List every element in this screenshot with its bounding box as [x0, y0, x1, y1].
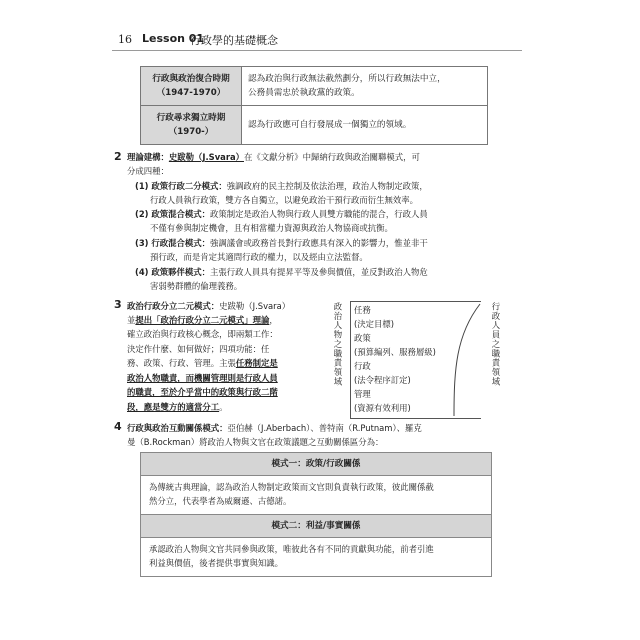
period-description: 認為政治與行政無法截然劃分，所以行政無法中立， 公務員需忠於執政黨的政策。 — [242, 67, 488, 106]
section-3-line: 的職責，至於介乎當中的政策與行政二階 — [127, 387, 278, 397]
list-item-cont: 行政人員執行政策，雙方各自獨立，以避免政治干預行政而衍生無效率。 — [150, 195, 418, 205]
table-row — [141, 106, 488, 145]
list-item: (1) 政策行政二分模式：強調政府的民主控制及依法治理，政治人物制定政策， — [135, 181, 428, 191]
section-4-intro-cont: 曼（B.Rockman）將政治人物與文官在政策議題之互動關係區分為： — [127, 437, 384, 447]
diagram-item: (決定目標) — [354, 319, 395, 329]
model-heading: 模式二：利益/事實關係 — [140, 515, 492, 538]
section-3-line: 確立政治與行政核心概念，即兩類工作： — [127, 329, 278, 339]
list-item: (3) 行政混合模式：強調議會或政務首長對行政應具有深入的影響力，惟並非干 — [135, 238, 428, 248]
header-rule — [112, 50, 522, 51]
section-3-line: 政治人物職責，而機關管理則是行政人員 — [127, 373, 278, 383]
chapter-title: 行政學的基礎概念 — [190, 34, 278, 47]
model-table — [140, 452, 492, 577]
table-row — [141, 67, 488, 106]
politician-domain-label: 政治人物之職責領域 — [333, 302, 343, 387]
period-description: 認為行政應可自行發展成一個獨立的領域。 — [242, 106, 488, 145]
diagram-item: (資源有效利用) — [354, 403, 411, 413]
list-item-cont: 害弱勢群體的倫理義務。 — [150, 281, 243, 291]
section-2-intro: 理論建構：史跋勒（J.Svara）在《文獻分析》中歸納行政與政治關聯模式，可 — [127, 152, 420, 162]
model-description: 為傳統古典理論，認為政治人物制定政策而文官則負責執行政策，彼此關係截 然分立，代表學者為威爾遜、古德諾。 — [140, 476, 492, 515]
diagram-item: 政策 — [354, 333, 371, 343]
section-4-intro: 行政與政治互動關係模式：亞伯赫（J.Aberbach）、普特南（R.Putnam）、羅克 — [127, 423, 422, 433]
section-number: 3 — [114, 298, 122, 311]
section-3-intro: 政治行政分立二元模式：史跋勒（J.Svara） — [127, 301, 291, 311]
list-item-cont: 預行政，而是肯定其適問行政的權力，以及經由立法監督。 — [150, 252, 368, 262]
diagram-item: (法令程序訂定) — [354, 375, 411, 385]
diagram-item: 行政 — [354, 361, 371, 371]
section-3-line: 決定作什麼、如何做好；四項功能：任 — [127, 344, 270, 354]
diagram-item: 任務 — [354, 305, 371, 315]
diagram-item: (預算編列、服務層級) — [354, 347, 436, 357]
section-3-line: 務、政策、行政、管理。主張任務制定是 — [127, 358, 278, 368]
page-number: 16 — [118, 33, 132, 46]
section-3-line: 並提出「政治行政分立二元模式」理論， — [127, 315, 278, 325]
model-description: 承認政治人物與文官共同參與政策，唯彼此各有不同的貢獻與功能，前者引進 利益與價值，後者提供事實與知識。 — [140, 538, 492, 577]
list-item: (2) 政策混合模式：政策制定是政治人物與行政人員雙方職能的混合，行政人員 — [135, 209, 428, 219]
period-label: 行政與政治復合時期 （1947-1970） — [141, 67, 242, 106]
administrator-domain-label: 行政人員之職責領域 — [491, 302, 501, 387]
section-3-line: 段，應是雙方的適當分工。 — [127, 402, 228, 412]
period-label: 行政尋求獨立時期 （1970-） — [141, 106, 242, 145]
list-item-cont: 不僅有參與制定機會，且有相當權力資源與政治人物協商或抗衡。 — [150, 223, 393, 233]
section-number: 4 — [114, 420, 122, 433]
model-heading: 模式一：政策/行政關係 — [140, 452, 492, 476]
section-2-intro-cont: 分成四種： — [127, 166, 169, 176]
list-item: (4) 政策夥伴模式：主張行政人員具有提昇平等及參與價值，並反對政治人物危 — [135, 267, 428, 277]
responsibility-diagram — [330, 300, 510, 418]
diagram-item: 管理 — [354, 389, 371, 399]
section-number: 2 — [114, 150, 122, 163]
period-table — [140, 66, 488, 145]
lesson-label: Lesson 01 — [142, 32, 205, 45]
